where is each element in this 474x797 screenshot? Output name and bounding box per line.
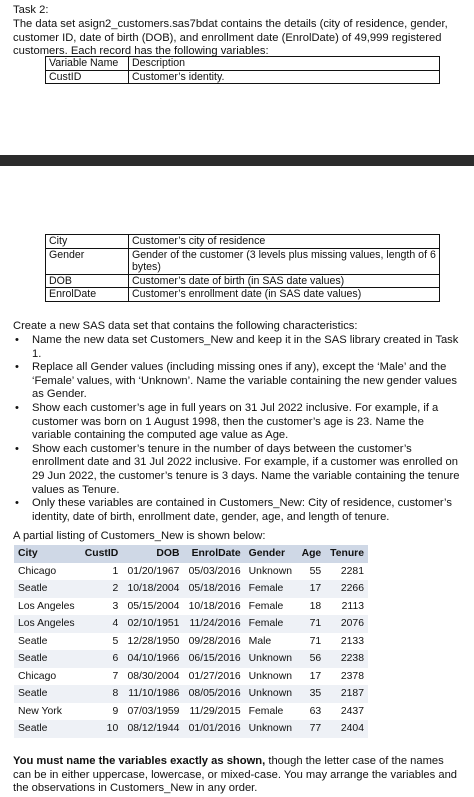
table-cell: 17 (309, 670, 322, 682)
table-cell: 06/15/2016 (183, 650, 244, 668)
requirement-item: • Name the new data set Customers_New and keep it in the SAS library created in Task 1. (13, 334, 460, 361)
table-cell: 2437 (340, 705, 364, 717)
column-header: EnrolDate (183, 545, 244, 563)
table-cell: Unknown (245, 685, 297, 703)
variable-description: Gender of the customer (3 levels plus missing values, length of 6 bytes) (129, 248, 440, 274)
table-cell: Unknown (248, 565, 292, 577)
table-cell: Female (248, 705, 284, 717)
variable-name: DOB (46, 274, 129, 288)
variable-description: Customer’s date of birth (in SAS date values) (129, 274, 440, 288)
variable-name: Gender (46, 248, 129, 274)
table-cell: Seatle (18, 635, 48, 647)
table-cell: 05/18/2016 (183, 580, 244, 598)
table-cell: Female (248, 600, 284, 612)
table-cell: Los Angeles (14, 615, 80, 633)
variable-table-top (45, 56, 440, 84)
table-cell: 04/10/1966 (122, 650, 183, 668)
listing-title: A partial listing of Customers_New is shown below: (13, 530, 266, 542)
table-cell: 2266 (325, 580, 368, 598)
variable-description: Customer’s identity. (129, 70, 440, 84)
table-row (14, 720, 368, 738)
table-row (14, 598, 368, 616)
table-cell: 18 (309, 600, 322, 612)
variable-row (46, 57, 440, 71)
table-cell: 08/12/1944 (122, 720, 183, 738)
requirement-item: • Show each customer’s tenure in the number of days between the customer’s enrollment date and 31 Jul 2022 inclusive. For example, if a customer was enrolled on 29 Jun 2022, the customer’s tenure is 3 days. Name the variable containing the tenure values as Tenure. (13, 443, 460, 497)
table-cell: 2238 (325, 650, 368, 668)
table-cell: 56 (297, 650, 325, 668)
separator-band (0, 155, 474, 166)
table-cell: 2187 (325, 685, 368, 703)
table-row (14, 615, 368, 633)
table-cell: New York (18, 705, 62, 717)
table-cell: Female (245, 615, 297, 633)
table-cell: 11/10/1986 (122, 685, 183, 703)
column-header: City (14, 545, 80, 563)
table-cell: Seatle (14, 650, 80, 668)
table-cell: 9 (112, 705, 119, 717)
variable-description: Customer’s enrollment date (in SAS date values) (129, 288, 440, 302)
table-cell: 10 (80, 720, 122, 738)
table-cell: 2378 (340, 670, 364, 682)
column-header: CustID (80, 545, 122, 563)
table-row (14, 650, 368, 668)
table-cell: 77 (297, 720, 325, 738)
table-cell: Los Angeles (18, 600, 75, 612)
variable-row (46, 274, 440, 288)
table-cell: 55 (309, 565, 322, 577)
requirement-item: • Show each customer’s age in full years on 31 Jul 2022 inclusive. For example, if a customer was born on 1 August 1998, then the customer’s age is 23. Name the variable containing the computed age value as Age. (13, 402, 460, 443)
footer-bold: You must name the variables exactly as shown, (13, 755, 266, 767)
column-header: Gender (245, 545, 297, 563)
variable-name: Variable Name (46, 57, 129, 71)
table-cell: 5 (112, 635, 119, 647)
table-cell: 12/28/1950 (127, 635, 180, 647)
table-row (14, 685, 368, 703)
table-cell: 01/27/2016 (188, 670, 241, 682)
task-title: Task 2: (13, 4, 49, 16)
column-header: Tenure (325, 545, 368, 563)
requirements-list (13, 334, 460, 524)
table-cell: Seatle (14, 580, 80, 598)
create-intro: Create a new SAS data set that contains the following characteristics: (13, 320, 358, 332)
variable-name: City (46, 235, 129, 249)
table-cell: 8 (80, 685, 122, 703)
table-cell: Chicago (18, 670, 57, 682)
table-cell: 11/24/2016 (183, 615, 244, 633)
table-row (14, 580, 368, 598)
table-cell: 11/29/2015 (189, 705, 241, 717)
table-cell: 2404 (325, 720, 368, 738)
variable-table-bottom (45, 234, 440, 302)
table-cell: Unknown (245, 650, 297, 668)
intro-paragraph: The data set asign2_customers.sas7bdat contains the details (city of residence, gender, customer ID, date of birth (DOB), and enrollment date (EnrolDate) of 49,999 registered customers. Each record has the following variables: (13, 18, 448, 58)
table-cell: Unknown (248, 670, 292, 682)
table-cell: 35 (297, 685, 325, 703)
table-cell: 17 (297, 580, 325, 598)
variable-row (46, 248, 440, 274)
table-row (14, 633, 368, 651)
table-cell: 10/18/2004 (122, 580, 183, 598)
footer-rest: though the letter case of the names can be in either uppercase, lowercase, or mixed-case. You may arrange the variables and the observations in Customers_New in any order. (13, 755, 458, 795)
variable-name: EnrolDate (46, 288, 129, 302)
variable-description: Description (129, 57, 440, 71)
table-cell: 05/03/2016 (188, 565, 241, 577)
table-cell: 7 (112, 670, 119, 682)
table-cell: 1 (112, 565, 119, 577)
table-cell: 2133 (340, 635, 364, 647)
table-cell: 71 (309, 635, 322, 647)
table-cell: 09/28/2016 (188, 635, 241, 647)
table-row (14, 668, 368, 686)
table-cell: 2 (80, 580, 122, 598)
table-cell: 01/20/1967 (127, 565, 180, 577)
variable-description: Customer’s city of residence (129, 235, 440, 249)
table-cell: 71 (297, 615, 325, 633)
table-cell: Female (245, 580, 297, 598)
variable-row (46, 235, 440, 249)
table-cell: 6 (80, 650, 122, 668)
requirement-item: • Only these variables are contained in Customers_New: City of residence, customer’s identity, date of birth, enrollment date, gender, age, and length of tenure. (13, 497, 460, 524)
footer-paragraph (13, 755, 464, 796)
column-header: Age (297, 545, 325, 563)
table-cell: Unknown (245, 720, 297, 738)
variable-name: CustID (46, 70, 129, 84)
table-cell: 2281 (340, 565, 364, 577)
table-cell: 10/18/2016 (188, 600, 241, 612)
table-row (14, 563, 368, 581)
variable-row (46, 288, 440, 302)
table-cell: 05/15/2004 (127, 600, 180, 612)
table-cell: Seatle (14, 685, 80, 703)
table-cell: Seatle (14, 720, 80, 738)
table-cell: 2113 (341, 600, 364, 612)
table-cell: 3 (112, 600, 119, 612)
table-cell: 02/10/1951 (122, 615, 183, 633)
column-header: DOB (122, 545, 183, 563)
variable-row (46, 70, 440, 84)
table-cell: 08/05/2016 (183, 685, 244, 703)
table-cell: 63 (309, 705, 322, 717)
table-cell: 07/03/1959 (127, 705, 180, 717)
requirement-item: • Replace all Gender values (including missing ones if any), except the ‘Male’ and the ‘Female’ values, with ‘Unknown’. Name the variable containing the new gender values as Gender. (13, 361, 460, 402)
table-cell: Chicago (18, 565, 57, 577)
table-cell: 2076 (325, 615, 368, 633)
table-row (14, 703, 368, 721)
table-cell: 4 (80, 615, 122, 633)
table-cell: Male (248, 635, 272, 647)
partial-listing-table (14, 545, 368, 738)
table-cell: 01/01/2016 (183, 720, 244, 738)
table-cell: 08/30/2004 (127, 670, 180, 682)
